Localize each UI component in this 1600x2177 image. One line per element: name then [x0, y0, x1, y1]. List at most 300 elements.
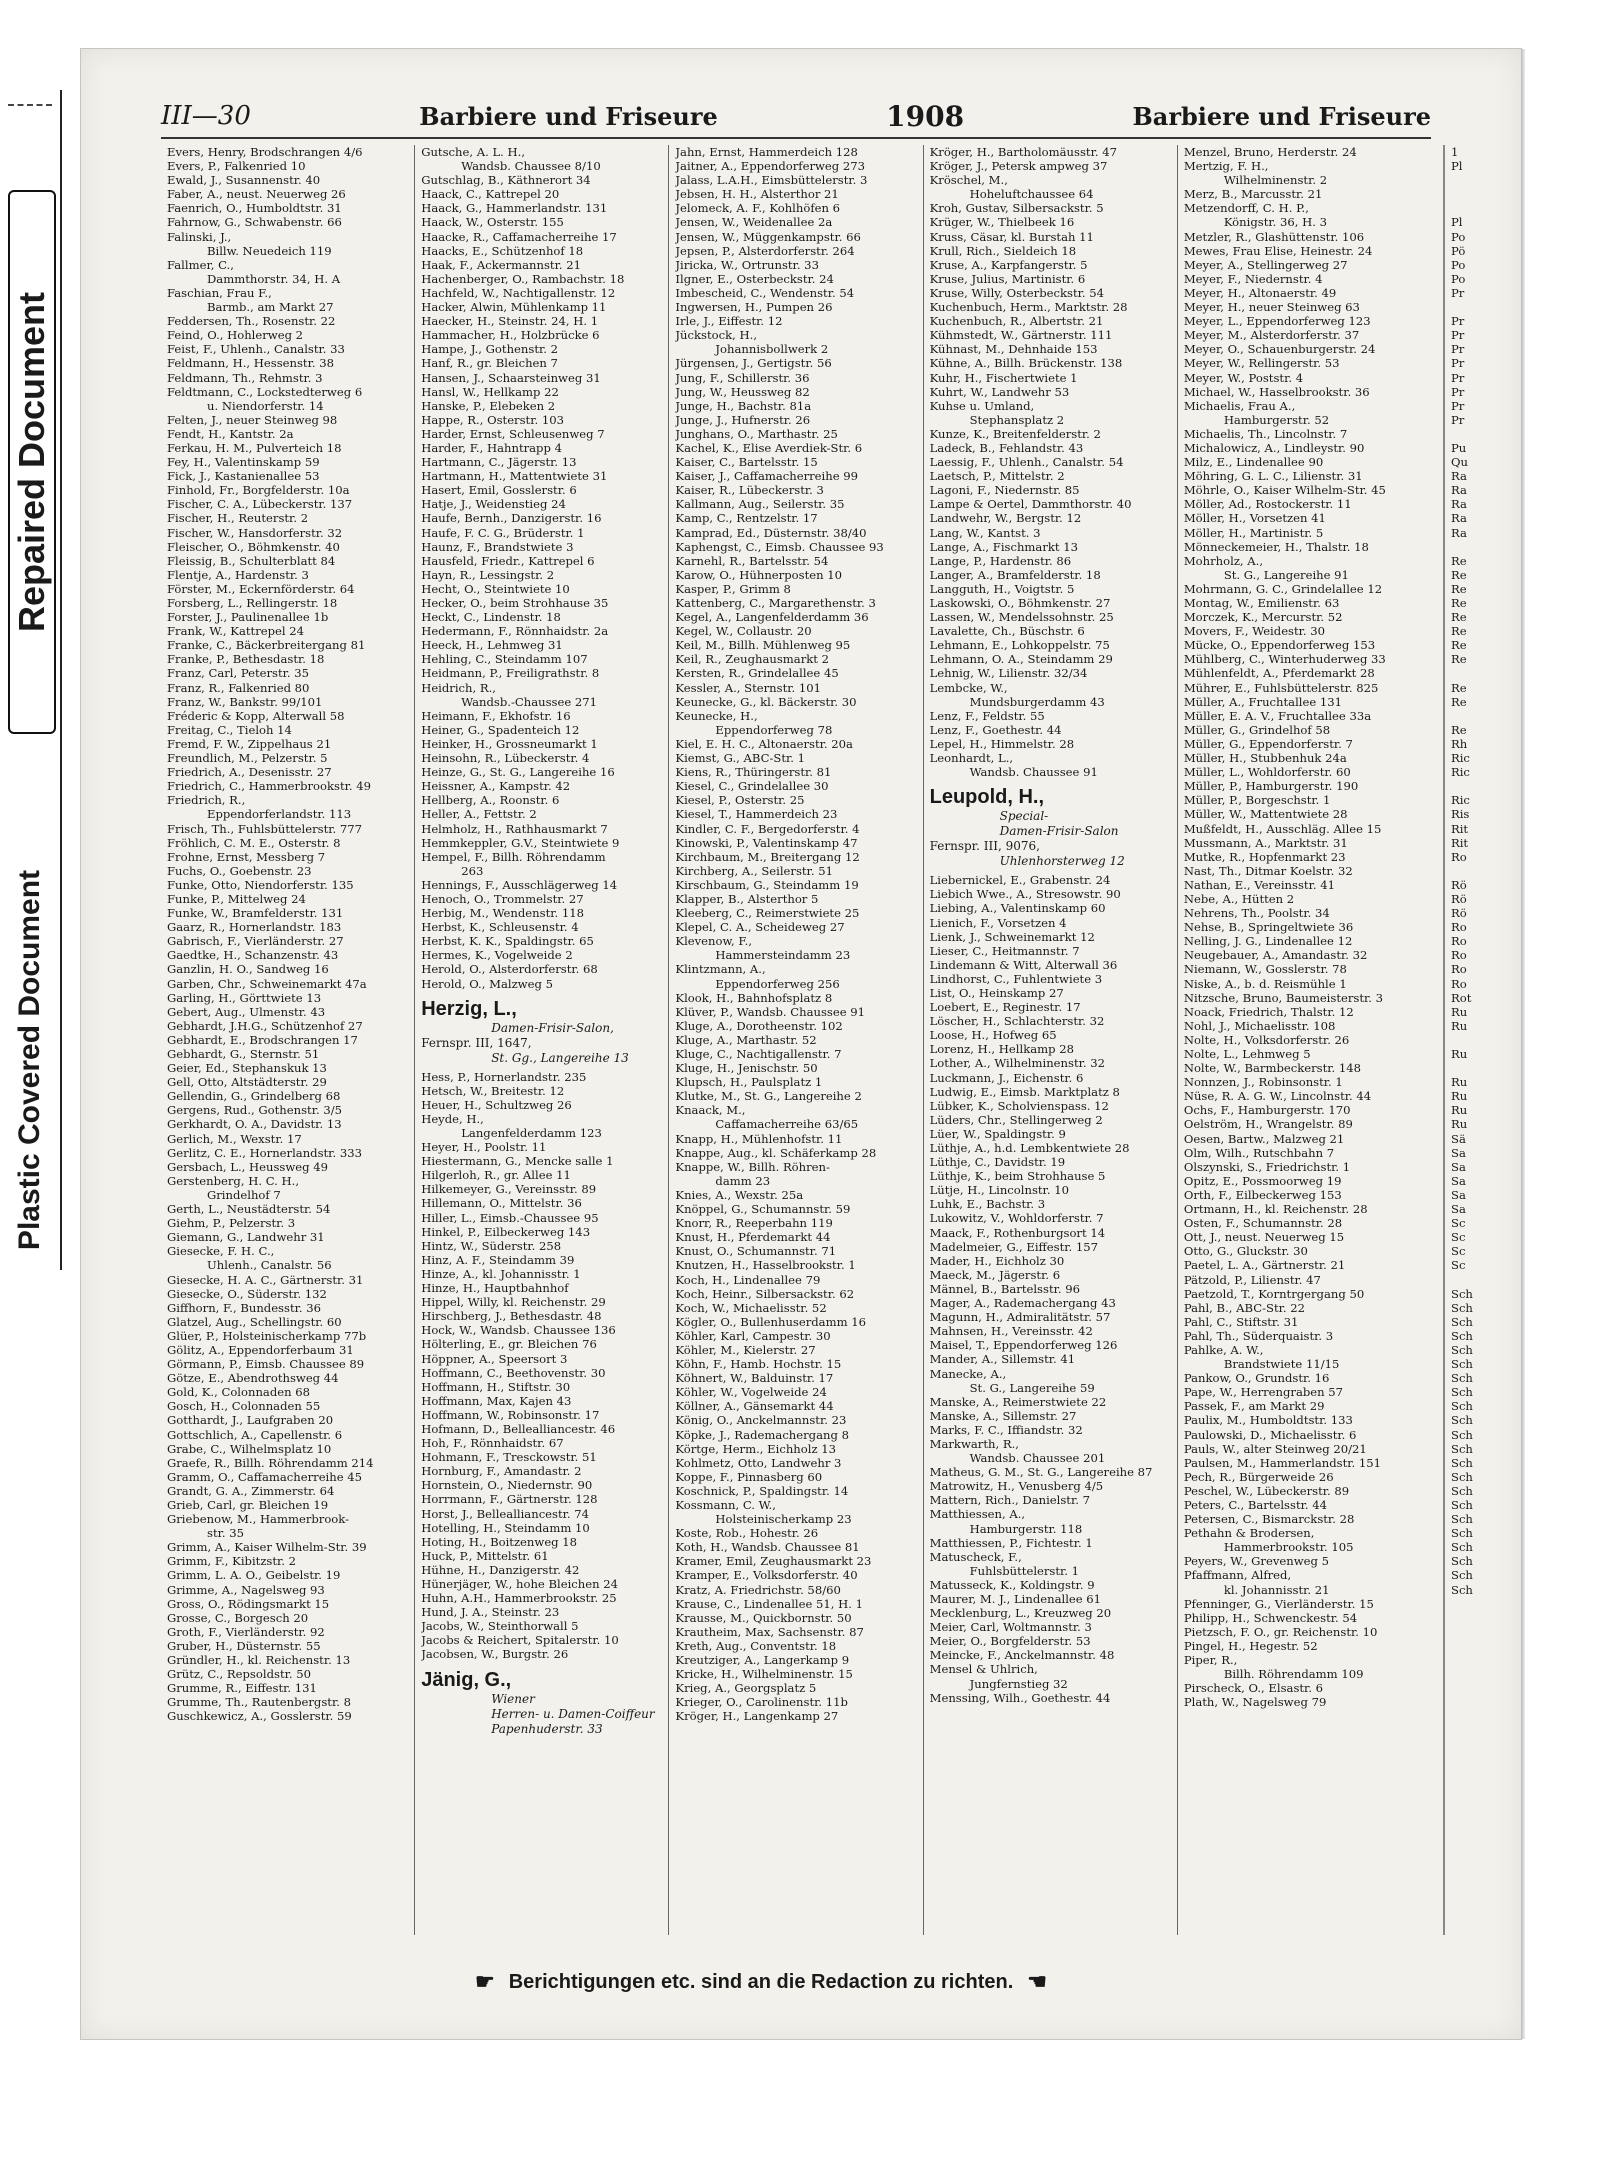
- directory-entry: Kroh, Gustav, Silbersackstr. 5: [929, 201, 1104, 216]
- directory-entry: Gottschlich, A., Capellenstr. 6: [167, 1427, 343, 1442]
- directory-entry: Jung, F., Schillerstr. 36: [675, 370, 810, 385]
- next-page-fragment: Ro: [1451, 849, 1467, 864]
- directory-entry: Heissner, A., Kampstr. 42: [421, 779, 571, 794]
- directory-entry: Laessig, F., Uhlenh., Canalstr. 54: [929, 455, 1124, 470]
- directory-entry: Hatje, J., Weidenstieg 24: [421, 497, 566, 512]
- directory-entry: Knust, O., Schumannstr. 71: [675, 1244, 837, 1259]
- directory-entry: Knaack, M.,: [675, 1103, 746, 1118]
- directory-entry: Hennings, F., Ausschlägerweg 14: [421, 877, 618, 892]
- directory-entry: Meyer, H., Altonaerstr. 49: [1183, 285, 1337, 300]
- directory-entry: Metzendorff, C. H. P.,: [1183, 201, 1309, 216]
- directory-entry: Meyer, H., neuer Steinweg 63: [1183, 300, 1360, 315]
- next-page-fragment: Pl: [1451, 159, 1463, 174]
- directory-entry: Kröger, H., Langenkamp 27: [675, 1709, 839, 1724]
- plastic-covered-document-label: Plastic Covered Document: [13, 869, 46, 1251]
- directory-entry: Laetsch, P., Mittelstr. 2: [929, 469, 1065, 484]
- directory-entry: Höppner, A., Speersort 3: [421, 1351, 568, 1366]
- directory-entry: Hintz, W., Süderstr. 258: [421, 1238, 562, 1253]
- next-page-fragment: Sa: [1451, 1145, 1466, 1160]
- next-page-fragment: Rö: [1451, 906, 1467, 921]
- directory-entry: Hillemann, O., Mittelstr. 36: [421, 1196, 582, 1211]
- directory-entry: Hinkel, P., Eilbeckerweg 143: [421, 1224, 591, 1239]
- directory-entry: Koste, Rob., Hohestr. 26: [675, 1526, 819, 1541]
- next-page-fragment: Rit: [1451, 835, 1469, 850]
- next-page-fragment: Sa: [1451, 1187, 1466, 1202]
- directory-entry: Groth, F., Vierländerstr. 92: [167, 1624, 325, 1639]
- directory-entry: Hammerbrookstr. 105: [1223, 1540, 1354, 1555]
- directory-entry: Hedermann, F., Rönnhaidstr. 2a: [421, 624, 609, 639]
- next-page-fragment: Rö: [1451, 877, 1467, 892]
- next-page-fragment: Sch: [1451, 1568, 1473, 1583]
- next-page-fragment: Sch: [1451, 1441, 1473, 1456]
- directory-entry: Ochs, F., Hamburgerstr. 170: [1183, 1103, 1351, 1118]
- next-page-fragment: Pl: [1451, 215, 1463, 230]
- directory-entry: Lindhorst, C., Fuhlentwiete 3: [929, 971, 1103, 986]
- directory-entry: Mücke, O., Eppendorferweg 153: [1183, 638, 1376, 653]
- section-title-right: Barbiere und Friseure: [1132, 101, 1431, 131]
- directory-entry: Mewes, Frau Elise, Heinestr. 24: [1183, 243, 1373, 258]
- directory-entry: Friedrich, R.,: [167, 793, 246, 808]
- directory-entry: Heuer, H., Schultzweg 26: [421, 1097, 572, 1112]
- advertiser-phone: Fernspr. III, 9076,: [929, 839, 1040, 854]
- directory-entry: Klutke, M., St. G., Langereihe 2: [675, 1089, 862, 1104]
- directory-entry: Caffamacherreihe 63/65: [715, 1117, 859, 1132]
- directory-entry: Kühnast, M., Dehnhaide 153: [929, 342, 1098, 357]
- directory-entry: Fleischer, O., Böhmkenstr. 40: [167, 539, 340, 554]
- directory-entry: Pahl, B., ABC-Str. 22: [1183, 1300, 1306, 1315]
- next-page-fragment: Sc: [1451, 1244, 1466, 1259]
- directory-entry: Ferkau, H. M., Pulverteich 18: [167, 440, 342, 455]
- directory-entry: Lenz, F., Feldstr. 55: [929, 708, 1045, 723]
- directory-entry: Nehrens, Th., Poolstr. 34: [1183, 906, 1330, 921]
- directory-entry: Kruse, A., Karpfangerstr. 5: [929, 257, 1088, 272]
- next-page-fragment: Re: [1451, 581, 1467, 596]
- directory-entry: Hoffmann, Max, Kajen 43: [421, 1393, 572, 1408]
- directory-entry: Franke, P., Bethesdastr. 18: [167, 652, 325, 667]
- directory-entry: Kuchenbuch, Herm., Marktstr. 28: [929, 300, 1128, 315]
- directory-entry: Koch, Heinr., Silbersackstr. 62: [675, 1286, 855, 1301]
- directory-entry: Jebsen, H. H., Alsterthor 21: [675, 187, 839, 202]
- directory-entry: Frohne, Ernst, Messberg 7: [167, 849, 326, 864]
- directory-entry: Lüthje, C., Davidstr. 19: [929, 1155, 1066, 1170]
- directory-entry: Grimm, F., Kibitzstr. 2: [167, 1554, 297, 1569]
- directory-entry: Kamprad, Ed., Düsternstr. 38/40: [675, 525, 867, 540]
- directory-entry: Krause, C., Lindenallee 51, H. 1: [675, 1596, 864, 1611]
- advertiser-name: Jänig, G.,: [421, 1668, 512, 1691]
- next-page-fragment: Re: [1451, 694, 1467, 709]
- directory-entry: Barmb., am Markt 27: [207, 300, 334, 315]
- directory-entry: Nelling, J. G., Lindenallee 12: [1183, 934, 1353, 949]
- page-header: [161, 99, 1431, 133]
- directory-entry: Plath, W., Nagelsweg 79: [1183, 1695, 1327, 1710]
- directory-entry: Feddersen, Th., Rosenstr. 22: [167, 314, 336, 329]
- directory-entry: Montag, W., Emilienstr. 63: [1183, 596, 1340, 610]
- directory-entry: Meyer, F., Niedernstr. 4: [1183, 271, 1323, 286]
- directory-entry: Löscher, H., Schlachterstr. 32: [929, 1014, 1105, 1029]
- directory-entry: Mader, H., Eichholz 30: [929, 1253, 1065, 1268]
- directory-entry: Fuchs, O., Goebenstr. 23: [167, 863, 312, 878]
- footer-text: Berichtigungen etc. sind an die Redaction zu richten.: [508, 1970, 1014, 1993]
- directory-entry: Langguth, H., Voigtstr. 5: [929, 581, 1075, 596]
- directory-entry: Lüthje, K., beim Strohhause 5: [929, 1169, 1106, 1184]
- directory-entry: Müller, A., Fruchtallee 131: [1183, 694, 1343, 709]
- directory-entry: Mundsburgerdamm 43: [969, 694, 1105, 709]
- directory-entry: Heyde, H.,: [421, 1111, 484, 1126]
- directory-entry: Gutschlag, B., Käthnerort 34: [421, 173, 591, 188]
- repaired-document-tab: [8, 190, 56, 734]
- next-page-fragment: [1445, 187, 1515, 201]
- next-page-fragment: Sc: [1451, 1216, 1466, 1231]
- directory-entry: Faschian, Frau F.,: [167, 285, 272, 300]
- directory-entry: Gerkhardt, O. A., Davidstr. 13: [167, 1117, 342, 1132]
- directory-entry: Gebhardt, G., Sternstr. 51: [167, 1047, 320, 1061]
- directory-entry: Paulowski, D., Michaelisstr. 6: [1183, 1427, 1357, 1442]
- directory-entry: Kramper, E., Volksdorferstr. 40: [675, 1568, 858, 1583]
- directory-entry: Opitz, E., Possmoorweg 19: [1183, 1173, 1342, 1188]
- directory-entry: Kattenberg, C., Margarethenstr. 3: [675, 596, 876, 610]
- directory-entry: Kiemst, G., ABC-Str. 1: [675, 751, 806, 766]
- directory-entry: Herbst, K., Schleusenstr. 4: [421, 920, 579, 935]
- directory-entry: Morczek, K., Mercurstr. 52: [1183, 610, 1343, 625]
- advertiser-phone: Fernspr. III, 1647,: [421, 1035, 532, 1050]
- next-page-fragment: Rö: [1451, 891, 1467, 906]
- directory-entry: Fuhlsbüttelerstr. 1: [969, 1563, 1080, 1578]
- next-page-fragment: Ris: [1451, 807, 1470, 822]
- directory-entry: Haufe, Bernh., Danzigerstr. 16: [421, 511, 602, 526]
- directory-entry: Merz, B., Marcusstr. 21: [1183, 187, 1323, 202]
- directory-entry: Lüders, Chr., Stellingerweg 2: [929, 1112, 1103, 1127]
- directory-entry: Gründler, H., kl. Reichenstr. 13: [167, 1653, 351, 1668]
- directory-entry: Heiner, G., Spadenteich 12: [421, 722, 580, 737]
- directory-entry: Peschel, W., Lübeckerstr. 89: [1183, 1483, 1350, 1498]
- directory-entry: Gerlitz, C. E., Hornerlandstr. 333: [167, 1145, 362, 1160]
- directory-entry: Kögler, O., Bullenhuserdamm 16: [675, 1314, 867, 1329]
- directory-entry: Gerlich, M., Wexstr. 17: [167, 1131, 302, 1146]
- next-page-fragment: Pö: [1451, 243, 1466, 258]
- directory-entry: Hasert, Emil, Gosslerstr. 6: [421, 483, 577, 498]
- directory-entry: Köllner, A., Gänsemarkt 44: [675, 1399, 834, 1414]
- directory-entry: Lienk, J., Schweinemarkt 12: [929, 929, 1095, 944]
- directory-entry: Giesecke, O., Süderstr. 132: [167, 1286, 327, 1301]
- directory-entry: Mussmann, A., Marktstr. 31: [1183, 835, 1348, 850]
- directory-entry: Köhnert, W., Balduinstr. 17: [675, 1371, 834, 1386]
- directory-entry: Fréderic & Kopp, Alterwall 58: [167, 708, 345, 723]
- next-page-fragment: Re: [1451, 624, 1467, 639]
- next-page-fragment: [1445, 173, 1515, 187]
- directory-entry: Wilhelminenstr. 2: [1223, 173, 1328, 188]
- directory-entry: Hirschberg, J., Bethesdastr. 48: [421, 1309, 602, 1324]
- next-page-fragment: Po: [1451, 257, 1466, 272]
- directory-entry: Fremd, F. W., Zippelhaus 21: [167, 736, 332, 751]
- directory-entry: Keunecke, G., kl. Bäckerstr. 30: [675, 694, 857, 709]
- directory-entry: Knutzen, H., Hasselbrookstr. 1: [675, 1258, 856, 1273]
- directory-entry: Krieg, A., Georgsplatz 5: [675, 1681, 817, 1696]
- directory-entry: Junge, J., Hufnerstr. 26: [675, 412, 811, 427]
- directory-entry: Möhrle, O., Kaiser Wilhelm-Str. 45: [1183, 483, 1386, 498]
- directory-entry: Lange, A., Fischmarkt 13: [929, 539, 1079, 554]
- directory-entry: Klupsch, H., Paulsplatz 1: [675, 1075, 823, 1090]
- directory-entry: Glatzel, Aug., Schellingstr. 60: [167, 1314, 342, 1329]
- directory-entry: Irle, J., Eiffestr. 12: [675, 314, 783, 329]
- directory-entry: Kühne, A., Billh. Brückenstr. 138: [929, 356, 1123, 371]
- directory-entry: Kaiser, C., Bartelsstr. 15: [675, 455, 818, 470]
- directory-entry: Feldtmann, C., Lockstedterweg 6: [167, 384, 363, 399]
- directory-entry: Knorr, R., Reeperbahn 119: [675, 1216, 833, 1231]
- directory-entry: Dammthorstr. 34, H. A: [207, 271, 341, 286]
- directory-entry: Lukowitz, V., Wohldorferstr. 7: [929, 1211, 1104, 1226]
- directory-entry: Knappe, W., Billh. Röhren-: [675, 1159, 830, 1174]
- directory-entry: Lembcke, W.,: [929, 680, 1008, 695]
- directory-entry: St. G., Langereihe 91: [1223, 567, 1349, 582]
- next-page-edge: [1443, 145, 1515, 1935]
- directory-entry: Hacker, Alwin, Mühlenkamp 11: [421, 300, 607, 315]
- directory-entry: Kluge, A., Dorotheenstr. 102: [675, 1018, 843, 1033]
- directory-entry: Nolte, L., Lehmweg 5: [1183, 1047, 1311, 1061]
- directory-entry: Junghans, O., Marthastr. 25: [675, 426, 838, 441]
- directory-entry: Kruss, Cäsar, kl. Burstah 11: [929, 229, 1094, 244]
- directory-entry: Freundlich, M., Pelzerstr. 5: [167, 751, 328, 766]
- directory-entry: Hornstein, O., Niedernstr. 90: [421, 1478, 593, 1493]
- directory-entry: Knapp, H., Mühlenhofstr. 11: [675, 1131, 843, 1146]
- next-page-fragment: [1445, 709, 1515, 723]
- directory-entry: Eppendorferlandstr. 113: [207, 807, 352, 822]
- directory-entry: Pätzold, P., Lilienstr. 47: [1183, 1272, 1321, 1287]
- next-page-fragment: Po: [1451, 271, 1466, 286]
- next-page-fragment: Sch: [1451, 1342, 1473, 1357]
- directory-entry: Kramer, Emil, Zeughausmarkt 23: [675, 1554, 872, 1569]
- next-page-fragment: Ru: [1451, 1117, 1468, 1132]
- directory-entry: Hecht, O., Steintwiete 10: [421, 581, 570, 596]
- repaired-document-label: Repaired Document: [11, 291, 53, 633]
- next-page-fragment: Ru: [1451, 1103, 1468, 1118]
- directory-entry: Jahn, Ernst, Hammerdeich 128: [675, 145, 858, 159]
- directory-entry: Haacks, E., Schützenhof 18: [421, 243, 584, 258]
- directory-entry: Lassen, W., Mendelssohnstr. 25: [929, 610, 1114, 625]
- directory-entry: Jepsen, P., Alsterdorferstr. 264: [675, 243, 855, 258]
- directory-entry: u. Niendorferstr. 14: [207, 398, 324, 413]
- directory-entry: Haak, F., Ackermannstr. 21: [421, 257, 581, 272]
- directory-entry: Paetzold, T., Korntrgergang 50: [1183, 1286, 1365, 1301]
- directory-entry: Funke, W., Bramfelderstr. 131: [167, 906, 344, 921]
- next-page-fragment: Re: [1451, 610, 1467, 625]
- column-1: [161, 145, 415, 1935]
- directory-entry: Meier, O., Borgfelderstr. 53: [929, 1634, 1091, 1649]
- directory-entry: Gergens, Rud., Gothenstr. 3/5: [167, 1103, 343, 1118]
- directory-entry: Kaiser, R., Lübeckerstr. 3: [675, 483, 824, 498]
- directory-entry: Fallmer, C.,: [167, 257, 234, 272]
- directory-entry: Hund, J. A., Steinstr. 23: [421, 1605, 560, 1620]
- next-page-fragment: Rit: [1451, 821, 1469, 836]
- next-page-fragment: Sch: [1451, 1554, 1473, 1569]
- directory-entry: Michael, W., Hasselbrookstr. 36: [1183, 384, 1370, 399]
- directory-entry: Koschnick, P., Spaldingstr. 14: [675, 1483, 849, 1498]
- directory-entry: Heimann, F., Ekhofstr. 16: [421, 708, 571, 723]
- directory-entry: Imbescheid, C., Wendenstr. 54: [675, 285, 855, 300]
- directory-entry: König, O., Anckelmannstr. 23: [675, 1413, 847, 1428]
- next-page-fragment: Pr: [1451, 398, 1465, 413]
- next-page-fragment: 1: [1451, 145, 1459, 159]
- directory-entry: Laskowski, O., Böhmkenstr. 27: [929, 596, 1111, 610]
- directory-entry: Fey, H., Valentinskamp 59: [167, 455, 320, 470]
- directory-entry: Hoh, F., Rönnhaidstr. 67: [421, 1436, 564, 1451]
- directory-entry: Holsteinischerkamp 23: [715, 1512, 852, 1527]
- directory-entry: Matrowitz, H., Venusberg 4/5: [929, 1479, 1104, 1494]
- next-page-fragment: Sch: [1451, 1385, 1473, 1400]
- directory-entry: Manske, A., Sillemstr. 27: [929, 1408, 1077, 1423]
- directory-entry: Kiesel, T., Hammerdeich 23: [675, 807, 838, 822]
- directory-entry: Hilgerloh, R., gr. Allee 11: [421, 1168, 571, 1183]
- next-page-fragment: Pr: [1451, 342, 1465, 357]
- directory-entry: Fendt, H., Kantstr. 2a: [167, 426, 294, 441]
- directory-entry: Gross, O., Rödingsmarkt 15: [167, 1596, 330, 1611]
- directory-entry: Henoch, O., Trommelstr. 27: [421, 891, 584, 906]
- directory-entry: Freitag, C., Tieloh 14: [167, 722, 292, 737]
- directory-entry: Franke, C., Bäckerbreitergang 81: [167, 638, 366, 653]
- directory-entry: Nüse, R. A. G. W., Lincolnstr. 44: [1183, 1089, 1372, 1104]
- directory-entry: Happe, R., Osterstr. 103: [421, 412, 564, 427]
- directory-entry: Garling, H., Görttwiete 13: [167, 990, 322, 1005]
- next-page-fragment: Sch: [1451, 1483, 1473, 1498]
- directory-entry: Heeck, H., Lehmweg 31: [421, 638, 563, 653]
- directory-entry: Haacke, R., Caffamacherreihe 17: [421, 229, 617, 244]
- directory-entry: Hühne, H., Danzigerstr. 42: [421, 1562, 580, 1577]
- next-page-fragment: Re: [1451, 638, 1467, 653]
- directory-entry: Ewald, J., Susannenstr. 40: [167, 173, 321, 188]
- directory-entry: Jückstock, H.,: [675, 328, 757, 343]
- directory-entry: Haunz, F., Brandstwiete 3: [421, 539, 574, 554]
- directory-entry: Jaitner, A., Eppendorferweg 273: [675, 159, 866, 174]
- directory-entry: Finhold, Fr., Borgfelderstr. 10a: [167, 483, 350, 498]
- directory-columns: [161, 145, 1431, 1935]
- directory-entry: Ilgner, E., Osterbeckstr. 24: [675, 271, 834, 286]
- directory-entry: Franz, W., Bankstr. 99/101: [167, 694, 323, 709]
- directory-entry: Kegel, W., Collaustr. 20: [675, 624, 812, 639]
- directory-entry: Mager, A., Rademachergang 43: [929, 1296, 1116, 1311]
- directory-entry: Krausse, M., Quickbornstr. 50: [675, 1610, 852, 1625]
- directory-entry: Kiesel, P., Osterstr. 25: [675, 793, 805, 808]
- next-page-fragment: Pr: [1451, 328, 1465, 343]
- directory-entry: Gabrisch, F., Vierländerstr. 27: [167, 934, 344, 949]
- directory-entry: Hünerjäger, W., hohe Bleichen 24: [421, 1577, 619, 1591]
- next-page-fragment: Re: [1451, 722, 1467, 737]
- directory-entry: Helmholz, H., Rathhausmarkt 7: [421, 821, 608, 836]
- directory-entry: Mensel & Uhlrich,: [929, 1662, 1038, 1677]
- directory-entry: Wandsb.-Chaussee 271: [461, 694, 598, 709]
- page-number: III—30: [161, 101, 251, 131]
- directory-entry: Koppe, F., Pinnasberg 60: [675, 1469, 823, 1484]
- directory-entry: Matuscheck, F.,: [929, 1549, 1022, 1564]
- directory-entry: Köhler, M., Kielerstr. 27: [675, 1342, 816, 1357]
- directory-entry: Kuhrt, W., Landwehr 53: [929, 384, 1070, 399]
- directory-entry: Friedrich, C., Hammerbrookstr. 49: [167, 779, 372, 794]
- directory-entry: Lehnig, W., Lilienstr. 32/34: [929, 666, 1088, 681]
- directory-entry: Luckmann, J., Eichenstr. 6: [929, 1070, 1084, 1085]
- directory-entry: Maisel, T., Eppendorferweg 126: [929, 1338, 1118, 1353]
- directory-entry: Feldmann, Th., Rehmstr. 3: [167, 370, 323, 385]
- directory-entry: Lavalette, Ch., Büschstr. 6: [929, 624, 1085, 639]
- directory-entry: Grumme, Th., Rautenbergstr. 8: [167, 1695, 351, 1710]
- directory-entry: Lehmann, E., Lohkoppelstr. 75: [929, 638, 1110, 653]
- directory-entry: Wandsb. Chaussee 91: [969, 765, 1098, 780]
- next-page-fragment: Sa: [1451, 1173, 1466, 1188]
- directory-entry: Hamburgerstr. 118: [969, 1521, 1083, 1536]
- advertisement-block: [421, 997, 662, 1066]
- directory-entry: Mander, A., Sillemstr. 41: [929, 1352, 1076, 1367]
- directory-entry: Möller, H., Martinistr. 5: [1183, 525, 1324, 540]
- directory-entry: Köhler, W., Vogelweide 24: [675, 1385, 827, 1400]
- directory-entry: Oelström, H., Wrangelstr. 89: [1183, 1117, 1353, 1132]
- next-page-fragment: Ric: [1451, 765, 1470, 780]
- next-page-fragment: Sch: [1451, 1512, 1473, 1527]
- next-page-fragment: Pr: [1451, 412, 1465, 427]
- next-page-fragment: Sch: [1451, 1371, 1473, 1386]
- directory-entry: Magunn, H., Admiralitätstr. 57: [929, 1310, 1111, 1325]
- directory-entry: Billw. Neuedeich 119: [207, 243, 332, 258]
- directory-entry: Mönneckemeier, H., Thalstr. 18: [1183, 539, 1369, 554]
- directory-entry: Kiel, E. H. C., Altonaerstr. 20a: [675, 736, 853, 751]
- directory-entry: Menssing, Wilh., Goethestr. 44: [929, 1690, 1111, 1705]
- directory-entry: Ott, J., neust. Neuerweg 15: [1183, 1230, 1345, 1245]
- directory-entry: Knies, A., Wexstr. 25a: [675, 1187, 804, 1202]
- directory-entry: Orth, F., Eilbeckerweg 153: [1183, 1187, 1342, 1202]
- directory-entry: Fröhlich, C. M. E., Osterstr. 8: [167, 835, 341, 850]
- directory-entry: Lieser, C., Heitmannstr. 7: [929, 943, 1080, 958]
- next-page-fragment: Rot: [1451, 990, 1472, 1005]
- directory-entry: Olm, Wilh., Rutschbahn 7: [1183, 1145, 1335, 1160]
- directory-entry: Ortmann, H., kl. Reichenstr. 28: [1183, 1202, 1368, 1217]
- directory-entry: Kessler, A., Sternstr. 101: [675, 680, 822, 695]
- directory-entry: Friedrich, A., Desenisstr. 27: [167, 765, 332, 780]
- next-page-fragment: Ru: [1451, 1047, 1468, 1061]
- directory-entry: Ingwersen, H., Pumpen 26: [675, 300, 833, 315]
- directory-entry: Grosse, C., Borgesch 20: [167, 1610, 309, 1625]
- directory-entry: Flentje, A., Hardenstr. 3: [167, 567, 309, 582]
- directory-entry: Grütz, C., Repsoldstr. 50: [167, 1667, 311, 1682]
- directory-entry: Gaarz, R., Hornerlandstr. 183: [167, 920, 342, 935]
- advertiser-address: Uhlenhorsterweg 12: [999, 854, 1125, 869]
- directory-entry: Faenrich, O., Humboldtstr. 31: [167, 201, 342, 216]
- directory-entry: Wandsb. Chaussee 201: [969, 1451, 1106, 1466]
- directory-entry: Hartmann, C., Jägerstr. 13: [421, 455, 577, 470]
- directory-entry: Niske, A., b. d. Reismühle 1: [1183, 976, 1347, 991]
- directory-entry: Lütje, H., Lincolnstr. 10: [929, 1183, 1069, 1198]
- directory-entry: Niemann, W., Gosslerstr. 78: [1183, 962, 1347, 977]
- next-page-fragment: Sch: [1451, 1526, 1473, 1541]
- directory-entry: Fahrnow, G., Schwabenstr. 66: [167, 215, 342, 230]
- next-page-fragment: Re: [1451, 596, 1467, 610]
- directory-entry: Hemmkeppler, G.V., Steintwiete 9: [421, 835, 620, 850]
- directory-entry: Klapper, B., Alsterthor 5: [675, 891, 819, 906]
- directory-entry: Noack, Friedrich, Thalstr. 12: [1183, 1004, 1354, 1019]
- directory-entry: Michalowicz, A., Lindleystr. 90: [1183, 440, 1365, 455]
- next-page-fragment: Ru: [1451, 1075, 1468, 1090]
- directory-entry: Hiestermann, G., Mencke salle 1: [421, 1154, 614, 1169]
- next-page-fragment: Ro: [1451, 962, 1467, 977]
- directory-entry: Peters, C., Bartelsstr. 44: [1183, 1498, 1328, 1512]
- directory-entry: Hess, P., Hornerlandstr. 235: [421, 1069, 587, 1084]
- directory-entry: Klook, H., Bahnhofsplatz 8: [675, 990, 833, 1005]
- directory-entry: Philipp, H., Schwenckestr. 54: [1183, 1610, 1358, 1625]
- directory-entry: Koch, W., Michaelisstr. 52: [675, 1300, 827, 1315]
- directory-entry: Pankow, O., Grundstr. 16: [1183, 1371, 1330, 1386]
- directory-entry: Guschkewicz, A., Gosslerstr. 59: [167, 1709, 352, 1724]
- advertiser-tagline: Damen-Frisir-Salon: [999, 824, 1119, 839]
- directory-entry: Herold, O., Malzweg 5: [421, 976, 553, 991]
- advertiser-tagline: Wiener: [491, 1691, 535, 1706]
- directory-entry: Kirchbaum, M., Breitergang 12: [675, 849, 860, 864]
- directory-entry: Harder, Ernst, Schleusenweg 7: [421, 426, 605, 441]
- directory-entry: Keil, M., Billh. Mühlenweg 95: [675, 638, 851, 653]
